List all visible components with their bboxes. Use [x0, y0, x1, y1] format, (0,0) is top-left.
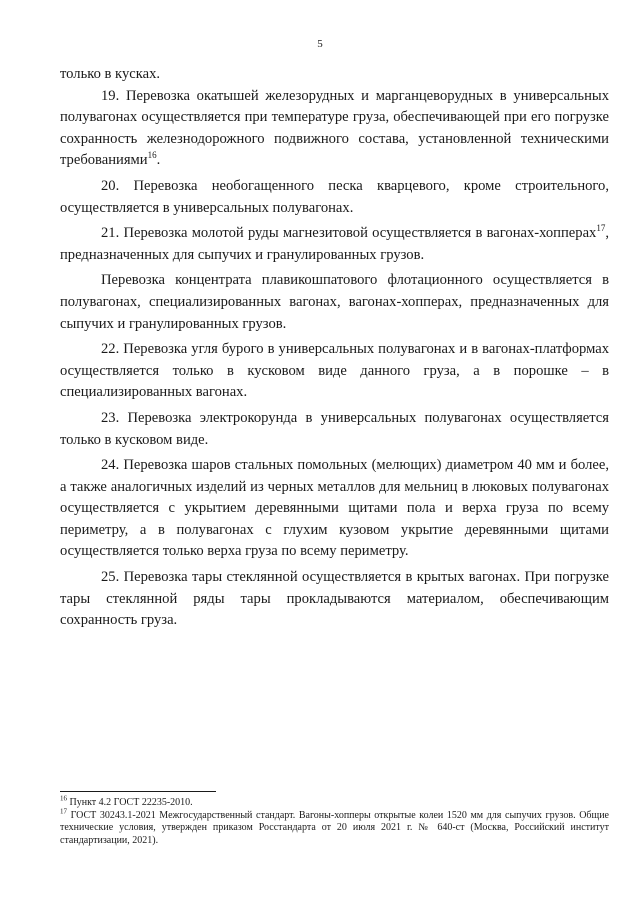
- paragraph-19: [60, 86, 609, 172]
- footnotes: [60, 794, 609, 847]
- footnote-ref-17: 17: [596, 223, 606, 234]
- paragraph-20: 20. Перевозка необогащенного песка кварцевого, кроме строительного, осуществляется в универсальных полувагонах.: [60, 177, 609, 216]
- paragraph-25: 25. Перевозка тары стеклянной осуществляется в крытых вагонах. При погрузке тары стеклянной ряды тары прокладываются материалом, обеспечивающим сохранность груза.: [60, 569, 609, 629]
- paragraph-19-text: 19. Перевозка окатышей железорудных и марганцеворудных в универсальных полувагонах осуществляется при температуре груза, обеспечивающей при его погрузке сохранность железнодорожного подвижного состава, установленной техническими требованиями: [60, 87, 609, 169]
- footnote-marker-16: 16: [60, 794, 67, 803]
- paragraph-22: 22. Перевозка угля бурого в универсальных полувагонах и в вагонах-платформах осуществляется только в кусковом виде данного груза, а в порошке – в специализированных вагонах.: [60, 341, 609, 401]
- footnote-ref-16: 16: [147, 150, 157, 161]
- footnote-17: [60, 807, 609, 848]
- footnote-17-text: ГОСТ 30243.1-2021 Межгосударственный стандарт. Вагоны-хопперы открытые колеи 1520 мм для сыпучих грузов. Общие технические условия, утвержден приказом Росстандарта от 20 июля 2021 г. № 640-ст (Москва, Российский институт стандартизации, 2021).: [60, 809, 609, 846]
- paragraph-24: 24. Перевозка шаров стальных помольных (мелющих) диаметром 40 мм и более, а также аналогичных изделий из черных металлов для мельниц в люковых полувагонах осуществляется с укрытием деревянными щитами пола и верха груза по всему периметру, а в полувагонах с глухим кузовом укрытие деревянными щитами осуществляется только верха груза по всему периметру.: [60, 457, 609, 560]
- body-text: [60, 64, 609, 632]
- paragraph-21-concentrate: Перевозка концентрата плавикошпатового флотационного осуществляется в полувагонах, специализированных вагонах, вагонах-хопперах, предназначенных для сыпучих и гранулированных грузов.: [60, 272, 609, 332]
- footnote-marker-17: 17: [60, 807, 67, 816]
- paragraph-21-text: 21. Перевозка молотой руды магнезитовой осуществляется в вагонах-хопперах: [101, 225, 597, 242]
- paragraph-23: 23. Перевозка электрокорунда в универсальных полувагонах осуществляется только в кусковом виде.: [60, 409, 609, 448]
- footnote-16-text: Пункт 4.2 ГОСТ 22235-2010.: [67, 797, 193, 808]
- paragraph-21-tail: , предназначенных для сыпучих и гранулированных грузов.: [60, 225, 609, 263]
- page-number: 5: [317, 38, 323, 50]
- paragraph-21: [60, 223, 609, 266]
- footnote-divider: [60, 791, 216, 792]
- paragraph-continuation: только в кусках.: [60, 66, 161, 82]
- footnote-16: [60, 794, 609, 810]
- paragraph-19-tail: .: [156, 152, 161, 169]
